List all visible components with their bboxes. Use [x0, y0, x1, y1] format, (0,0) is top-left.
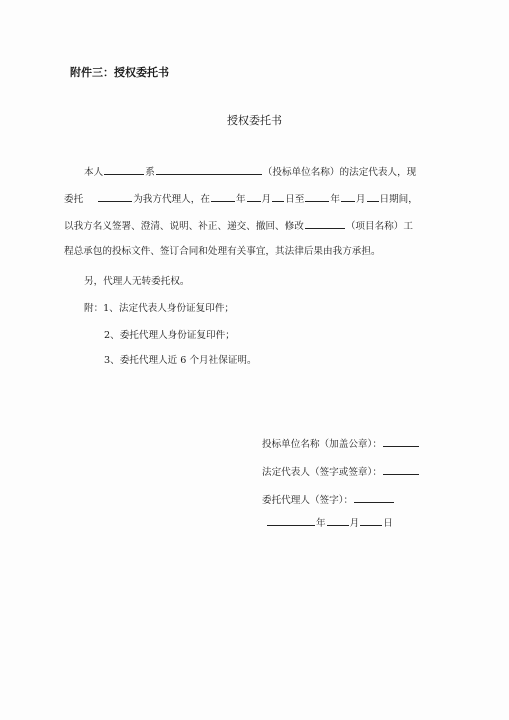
blank-line: [272, 191, 284, 202]
text-segment: （项目名称）工: [345, 221, 413, 232]
signature-agent: [262, 492, 395, 507]
date-blank-year: [267, 515, 315, 526]
text-segment: 日期间，: [379, 194, 418, 205]
date-blank-month: [327, 515, 349, 526]
blank-line: [305, 191, 329, 202]
date-month-label: 月: [349, 518, 360, 529]
signature-label: 法定代表人（签字或签章）：: [262, 467, 382, 478]
document-title: 授权委托书: [227, 114, 282, 127]
blank-line: [156, 164, 262, 175]
signature-date: [266, 515, 393, 530]
text-segment: 为我方代理人，在: [133, 194, 210, 205]
blank-line: [367, 191, 379, 202]
signature-blank: [383, 436, 419, 447]
body-line-2: [64, 191, 418, 206]
signature-label: 委托代理人（签字）：: [262, 495, 354, 506]
blank-line: [104, 164, 144, 175]
text-segment: 委托: [64, 194, 84, 205]
signature-blank: [354, 492, 394, 503]
date-blank-day: [360, 515, 382, 526]
blank-line: [211, 191, 235, 202]
date-year-label: 年: [316, 518, 326, 529]
text-segment: 月: [261, 194, 272, 205]
blank-line: [98, 191, 132, 202]
body-line-4: 程总承包的投标文件、签订合同和处理有关事宜，其法律后果由我方承担。: [64, 246, 381, 257]
text-segment: 月: [355, 194, 366, 205]
body-line-1: [84, 164, 416, 179]
body-line-3: [64, 218, 413, 233]
signature-legal-rep: [262, 464, 420, 479]
attachment-item-2: 2、委托代理人身份证复印件；: [104, 330, 235, 341]
text-segment: 系: [145, 167, 155, 178]
blank-line: [247, 191, 261, 202]
text-segment: 年: [330, 194, 340, 205]
text-segment: 本人: [84, 167, 104, 178]
signature-bidder: [262, 436, 420, 451]
text-segment: 年: [235, 194, 246, 205]
blank-line: [341, 191, 355, 202]
blank-line: [305, 218, 345, 229]
text-segment: 日至: [285, 194, 305, 205]
attachment-item-1: 附：1、法定代表人身份证复印件；: [84, 303, 235, 314]
text-segment: （投标单位名称）的法定代表人，现: [262, 167, 417, 178]
body-line-5: 另，代理人无转委托权。: [84, 276, 190, 287]
attachment-heading: 附件三：授权委托书: [70, 66, 169, 79]
text-segment: 以我方名义签署、澄清、说明、补正、递交、撤回、修改: [64, 221, 304, 232]
date-day-label: 日: [383, 518, 393, 529]
signature-label: 投标单位名称（加盖公章）：: [262, 439, 382, 450]
signature-blank: [383, 464, 419, 475]
attachment-item-3: 3、委托代理人近 6 个月社保证明。: [104, 355, 257, 366]
